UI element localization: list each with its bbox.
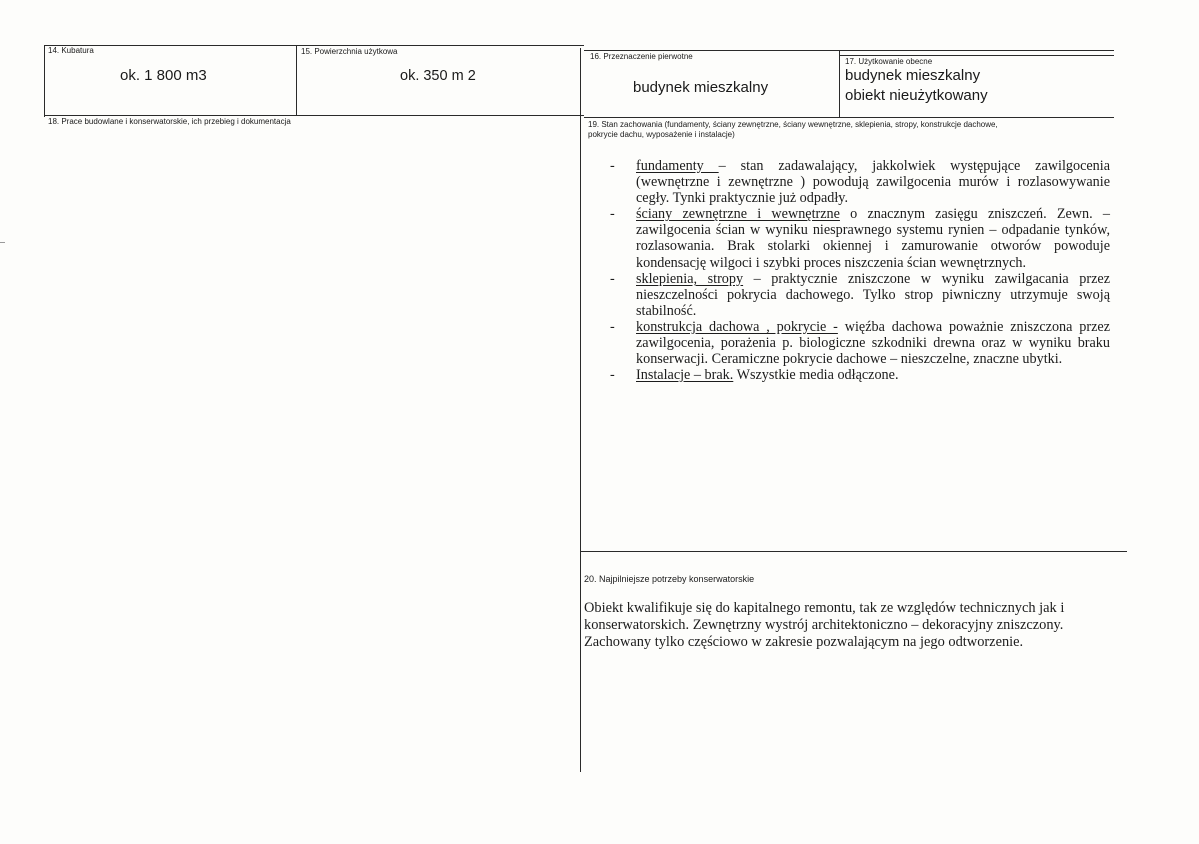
stan-label-line1: 19. Stan zachowania (fundamenty, ściany zewnętrzne, ściany wewnętrzne, sklepienia, stropy, konstrukcje dachowe,	[588, 120, 998, 129]
condition-dash: -	[610, 318, 615, 335]
condition-text: więźba dachowa poważnie zniszczona przez zawilgocenia, porażenia p. biologiczne szkodniki drewna oraz w wyniku braku konserwacji. Ceramiczne pokrycie dachowe – nieszczelne, znaczne ubytki.	[636, 318, 1110, 368]
rule-17-top	[839, 55, 1114, 56]
potrzeby-text: Obiekt kwalifikuje się do kapitalnego remontu, tak ze względów technicznych jak i konserwatorskich. Zewnętrzny wystrój architektoniczno – dekoracyjny zniszczony. Zachowany tylko częściowo w zakresie pozwalającym na jego odtworzenie.	[584, 600, 1065, 650]
rule-section-20	[580, 551, 1127, 552]
condition-dash: -	[610, 206, 615, 223]
rule-row-divider	[44, 115, 584, 116]
przeznaczenie-value: budynek mieszkalny	[633, 79, 769, 96]
rule-v-16-17	[839, 50, 840, 117]
condition-text: o znacznym zasięgu zniszczeń. Zewn. – zawilgocenia ścian w wyniku niesprawnego systemu rynien – odpadanie tynków, rozlasowania. Brak stolarki okiennej i zamurowanie otworów powoduje kondensację wilgoci i szybki proces niszczenia ścian wewnętrznych.	[636, 206, 1110, 271]
condition-heading: sklepienia, stropy	[636, 270, 744, 287]
rule-v-14-15	[296, 46, 297, 116]
condition-dash: -	[610, 270, 615, 287]
powierzchnia-value: ok. 350 m 2	[400, 68, 476, 84]
condition-text: Wszystkie media odłączone.	[733, 367, 899, 384]
scan-edge-mark	[0, 242, 5, 243]
rule-v-left	[44, 45, 45, 117]
rule-top	[44, 45, 584, 46]
condition-item-konstrukcja	[610, 319, 1110, 367]
condition-dash: -	[610, 367, 615, 384]
condition-heading: Instalacje – brak.	[636, 367, 734, 384]
condition-dash: -	[610, 158, 615, 174]
kubatura-value: ok. 1 800 m3	[120, 67, 207, 84]
condition-list	[610, 158, 1110, 383]
rule-top-right	[584, 50, 1114, 51]
condition-item-sciany	[610, 206, 1110, 270]
rule-v-main	[580, 48, 581, 772]
condition-text: – praktycznie zniszczone w wyniku zawilgacania przez nieszczelności pokrycia dachowego. Tylko strop piwniczny utrzymuje swoją stabilność.	[636, 270, 1110, 319]
prace-label: 18. Prace budowlane i konserwatorskie, ich przebieg i dokumentacja	[48, 117, 291, 126]
condition-text: – stan zadawalający, jakkolwiek występujące zawilgocenia (wewnętrzne i zewnętrzne ) powodują zawilgocenia murów i rozlasowywanie cegły. Tynki praktycznie już odpadły.	[636, 158, 1111, 207]
condition-heading: fundamenty	[636, 158, 719, 174]
potrzeby-label: 20. Najpilniejsze potrzeby konserwatorskie	[584, 574, 755, 584]
uzytkowanie-value-2: obiekt nieużytkowany	[845, 87, 988, 104]
condition-item-fundamenty	[610, 158, 1110, 206]
przeznaczenie-label: 16. Przeznaczenie pierwotne	[590, 52, 693, 61]
condition-heading: ściany zewnętrzne i wewnętrzne	[636, 206, 840, 223]
kubatura-label: 14. Kubatura	[48, 46, 94, 55]
stan-label-line2: pokrycie dachu, wyposażenie i instalacje)	[588, 130, 735, 139]
powierzchnia-label: 15. Powierzchnia użytkowa	[301, 47, 398, 56]
condition-item-sklepienia	[610, 271, 1110, 319]
uzytkowanie-value-1: budynek mieszkalny	[845, 67, 981, 84]
condition-heading: konstrukcja dachowa , pokrycie -	[636, 318, 838, 335]
rule-row-divider-right	[584, 117, 1114, 118]
condition-item-instalacje	[610, 367, 1110, 383]
uzytkowanie-label: 17. Użytkowanie obecne	[845, 57, 933, 66]
